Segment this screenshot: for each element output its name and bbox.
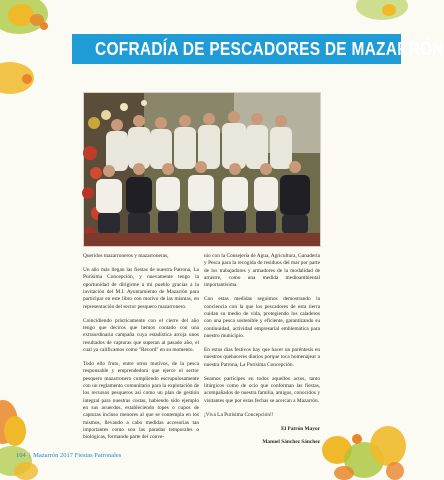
paragraph: Coincidiendo prácticamente con el cierre del año tengo que deciros que hemos contado con una extraordinaria campaña cuya estadística arroja unos resultados de capturas que superan al pasado año, el cual ya calificamos como "Record" en su momento. (83, 317, 199, 353)
article-column-right (204, 253, 320, 453)
signature-name: Manuel Sánchez Sánchez (262, 439, 320, 446)
paragraph: ¡Viva La Purísima Concepción!! (204, 411, 274, 418)
paragraph: En estos días festivos hay que hacer un paréntesis en nuestros quehaceres diarios porque toca homenajear a nuestra Patrona, La Purísima Concepción. (204, 346, 320, 368)
article-column-left (83, 253, 199, 448)
paragraph: Con estas medidas seguimos demostrando la conciencia con la que los pescadores de esta tierra cuidan su medio de vida, protegiendo los caladeros con una pesca sostenible y eficiente, garantizando su continuidad, actividad empresarial emblemática para nuestro municipio. (204, 296, 320, 340)
page-title: COFRADÍA DE PESCADORES DE MAZARRÓN (95, 39, 444, 59)
publication-name: Mazarrón 2017 Fiestas Patronales (33, 452, 122, 459)
group-photo-illustration (84, 93, 320, 246)
paragraph: Un año más llegan las fiestas de nuestra Patrona, La Purísima Concepción, y nuevamente tengo la oportunidad de dirigirme a mi pueblo gracias a la invitación del M.I. Ayuntamiento de Mazarrón para participar en este libro con motivo de las mismas, en representación del sector pesquero mazarronero. (83, 266, 199, 310)
page-number: 104 (16, 452, 26, 459)
page-footer (16, 452, 121, 459)
group-photo (83, 92, 321, 247)
paragraph: Todo ello fruto, entre otros motivos, de la pesca responsable y emprendedora que ejerce el sector pesquero mazarronero cumpliendo escrupulosamente con un reglamento comunitario para la explotación de los recursos pesqueros así como un plan de gestión integral para nuestras costas, habiendo sido ejemplo en sus acuerdos, estableciendo topes o cupos de capturas incluso menores al que se contempla en los mismos, llevando a cabo medidas accesorias tan importantes como son las paradas temporales o biológicas, formando parte del conve- (83, 360, 199, 441)
paragraph: nio con la Consejería de Agua, Agricultura, Ganadería y Pesca para la recogida de residuos del mar por parte de los trabajadores y armadores de la modalidad de arrastre, como una medida medioambiental importantísima. (204, 253, 320, 289)
signature-role: El Patrón Mayor (281, 425, 320, 432)
footer-separator: | (28, 452, 31, 459)
paragraph: Queridos mazarroneros y mazarroneras, (83, 253, 169, 259)
paragraph: Seamos partícipes en todos aquellos actos, tanto litúrgicos como de ocio que conforman las fiestas, acompañados de nuestra familia, amigos, conocidos y visitantes que por estas fechas se acercan a Mazarrón. (204, 375, 320, 404)
